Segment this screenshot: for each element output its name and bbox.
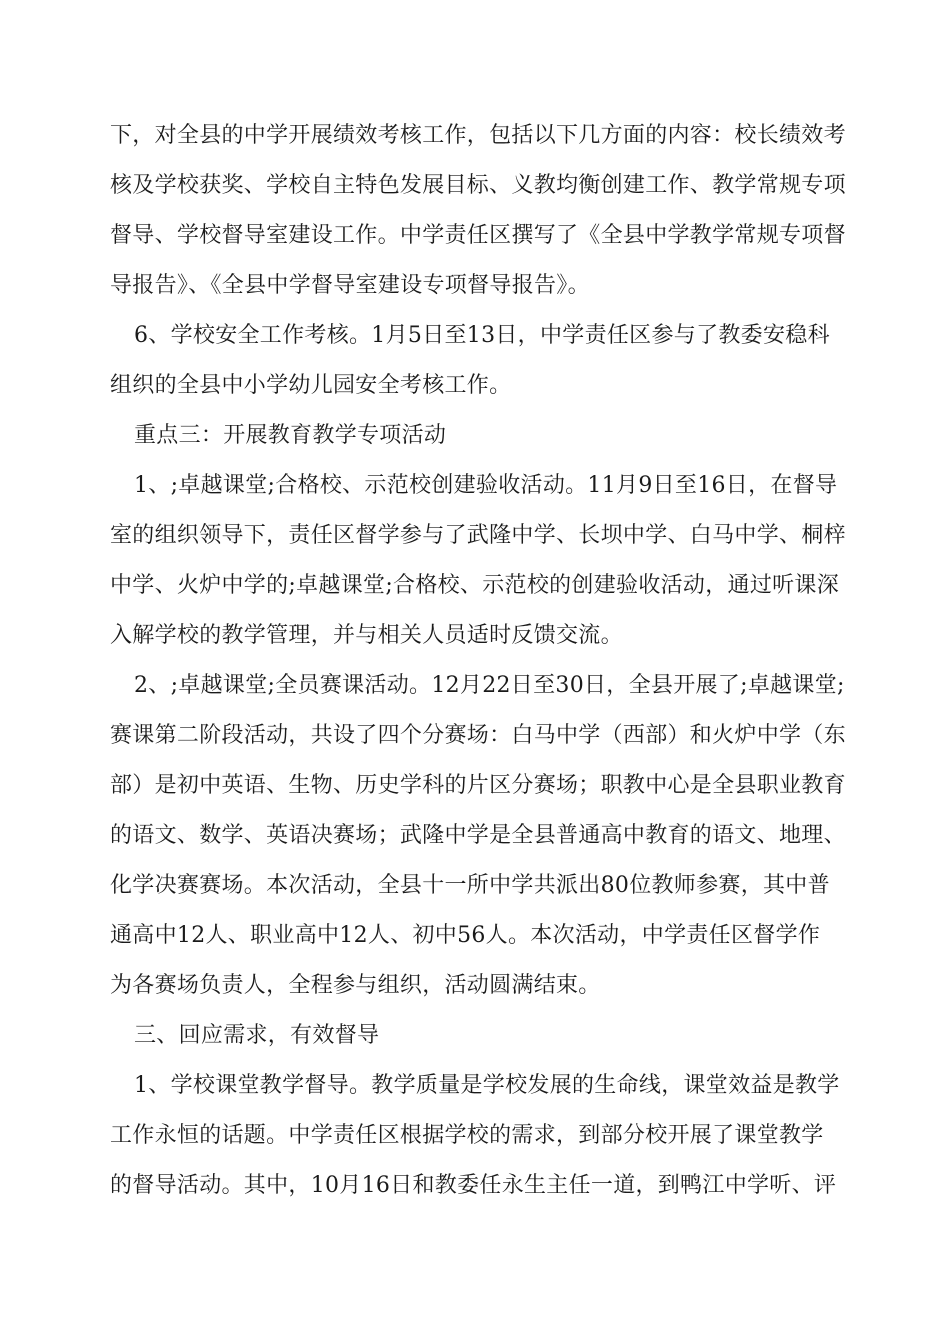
text-line: 的督导活动。其中，10月16日和教委任永生主任一道，到鸭江中学听、评 xyxy=(110,1173,837,1198)
text-line: 的语文、数学、英语决赛场；武隆中学是全县普通高中教育的语文、地理、 xyxy=(110,823,846,848)
text-line: 导报告》、《全县中学督导室建设专项督导报告》。 xyxy=(110,273,590,298)
text-line: 赛课第二阶段活动，共设了四个分赛场：白马中学（西部）和火炉中学（东 xyxy=(110,723,846,748)
text-line: 2、;卓越课堂;全员赛课活动。12月22日至30日，全县开展了;卓越课堂; xyxy=(134,673,845,698)
section-heading: 三、回应需求，有效督导 xyxy=(134,1023,380,1048)
text-line: 工作永恒的话题。中学责任区根据学校的需求，到部分校开展了课堂教学 xyxy=(110,1123,824,1148)
text-line: 1、;卓越课堂;合格校、示范校创建验收活动。11月9日至16日，在督导 xyxy=(134,473,838,498)
text-line: 部）是初中英语、生物、历史学科的片区分赛场；职教中心是全县职业教育 xyxy=(110,773,846,798)
text-line: 化学决赛赛场。本次活动，全县十一所中学共派出80位教师参赛，其中普 xyxy=(110,873,830,898)
text-line: 6、学校安全工作考核。1月5日至13日，中学责任区参与了教委安稳科 xyxy=(134,323,830,348)
text-line: 组织的全县中小学幼儿园安全考核工作。 xyxy=(110,373,512,398)
section-heading: 重点三：开展教育教学专项活动 xyxy=(134,423,447,448)
text-line: 入解学校的教学管理，并与相关人员适时反馈交流。 xyxy=(110,623,623,648)
text-line: 下，对全县的中学开展绩效考核工作，包括以下几方面的内容：校长绩效考 xyxy=(110,123,846,148)
text-line: 通高中12人、职业高中12人、初中56人。本次活动，中学责任区督学作 xyxy=(110,923,821,948)
text-line: 督导、学校督导室建设工作。中学责任区撰写了《全县中学教学常规专项督 xyxy=(110,223,846,248)
text-line: 室的组织领导下，责任区督学参与了武隆中学、长坝中学、白马中学、桐梓 xyxy=(110,523,846,548)
text-line: 为各赛场负责人，全程参与组织，活动圆满结束。 xyxy=(110,973,601,998)
text-line: 中学、火炉中学的;卓越课堂;合格校、示范校的创建验收活动，通过听课深 xyxy=(110,573,840,598)
text-line: 1、学校课堂教学督导。教学质量是学校发展的生命线，课堂效益是教学 xyxy=(134,1073,840,1098)
text-line: 核及学校获奖、学校自主特色发展目标、义教均衡创建工作、教学常规专项 xyxy=(110,173,846,198)
